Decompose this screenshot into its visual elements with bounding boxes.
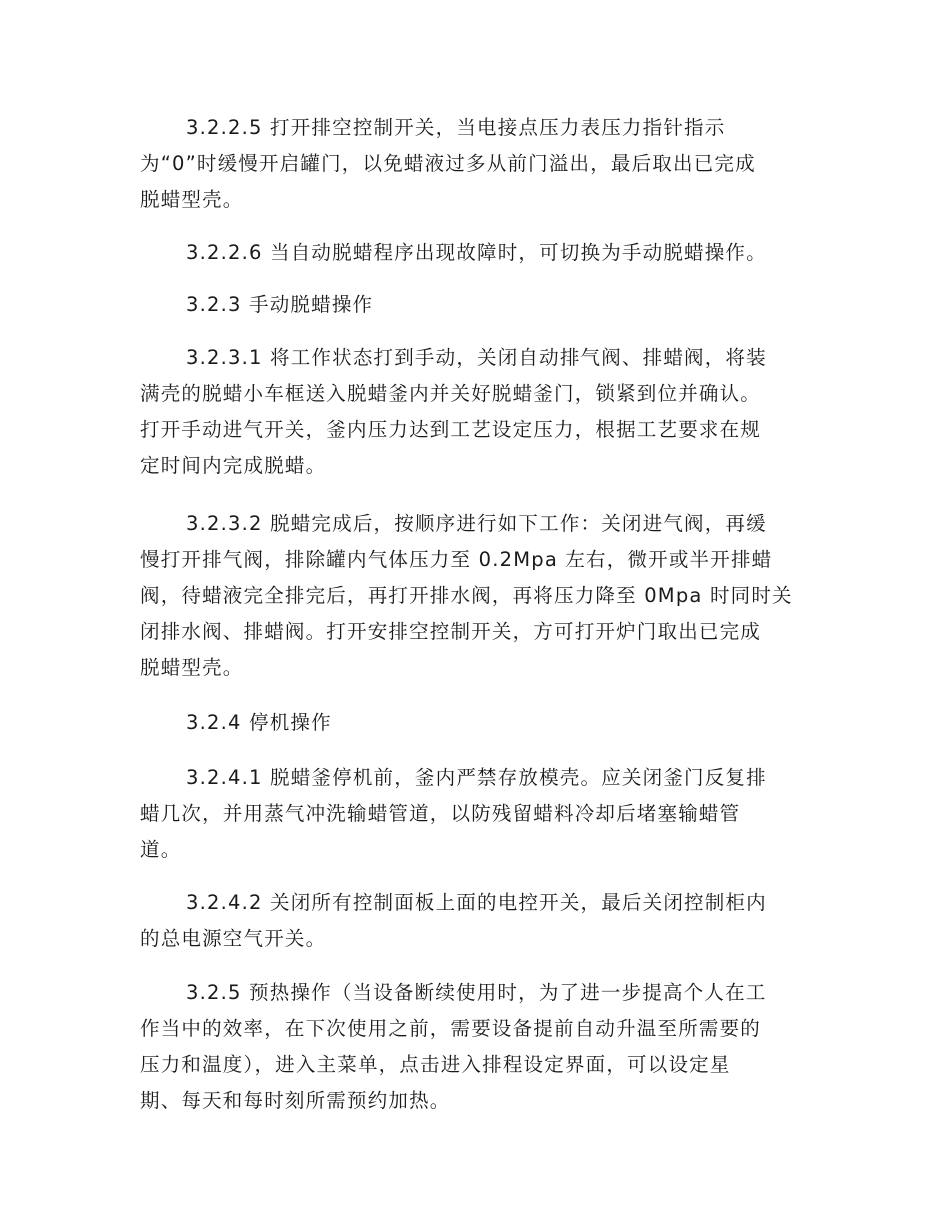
text-line: 满壳的脱蜡小车框送入脱蜡釜内并关好脱蜡釜门，锁紧到位并确认。 [140, 382, 762, 405]
text-line: 脱蜡型壳。 [140, 188, 244, 211]
text-line: 脱蜡型壳。 [140, 656, 244, 679]
text-line: 3.2.2.6 当自动脱蜡程序出现故障时，可切换为手动脱蜡操作。 [186, 241, 767, 264]
text-line: 的总电源空气开关。 [140, 927, 327, 950]
text-line: 3.2.5 预热操作（当设备断续使用时，为了进一步提高个人在工 [186, 981, 767, 1004]
section-heading: 3.2.4 停机操作 [186, 711, 332, 734]
text-line: 慢打开排气阀，排除罐内气体压力至 0.2Mpa 左右，微开或半开排蜡 [140, 548, 773, 571]
text-line: 道。 [140, 838, 182, 861]
text-line: 3.2.4.2 关闭所有控制面板上面的电控开关，最后关闭控制柜内 [186, 891, 767, 914]
text-line: 期、每天和每时刻所需预约加热。 [140, 1089, 451, 1112]
text-line: 闭排水阀、排蜡阀。打开安排空控制开关，方可打开炉门取出已完成 [140, 620, 762, 643]
text-line: 打开手动进气开关，釜内压力达到工艺设定压力，根据工艺要求在规 [140, 418, 762, 441]
text-line: 3.2.3.1 将工作状态打到手动，关闭自动排气阀、排蜡阀，将装 [186, 346, 767, 369]
text-line: 为“0”时缓慢开启罐门，以免蜡液过多从前门溢出，最后取出已完成 [140, 152, 756, 175]
text-line: 压力和温度），进入主菜单，点击进入排程设定界面，可以设定星 [140, 1053, 731, 1076]
text-line: 作当中的效率，在下次使用之前，需要设备提前自动升温至所需要的 [140, 1017, 762, 1040]
text-line: 定时间内完成脱蜡。 [140, 454, 327, 477]
text-line: 3.2.2.5 打开排空控制开关，当电接点压力表压力指针指示 [186, 116, 726, 139]
text-line: 3.2.4.1 脱蜡釜停机前，釜内严禁存放模壳。应关闭釜门反复排 [186, 766, 767, 789]
text-line: 阀，待蜡液完全排完后，再打开排水阀，再将压力降至 0Mpa 时同时关 [140, 584, 793, 607]
text-line: 蜡几次，并用蒸气冲洗输蜡管道，以防残留蜡料冷却后堵塞输蜡管 [140, 802, 741, 825]
text-line: 3.2.3.2 脱蜡完成后，按顺序进行如下工作：关闭进气阀，再缓 [186, 512, 767, 535]
section-heading: 3.2.3 手动脱蜡操作 [186, 293, 374, 316]
